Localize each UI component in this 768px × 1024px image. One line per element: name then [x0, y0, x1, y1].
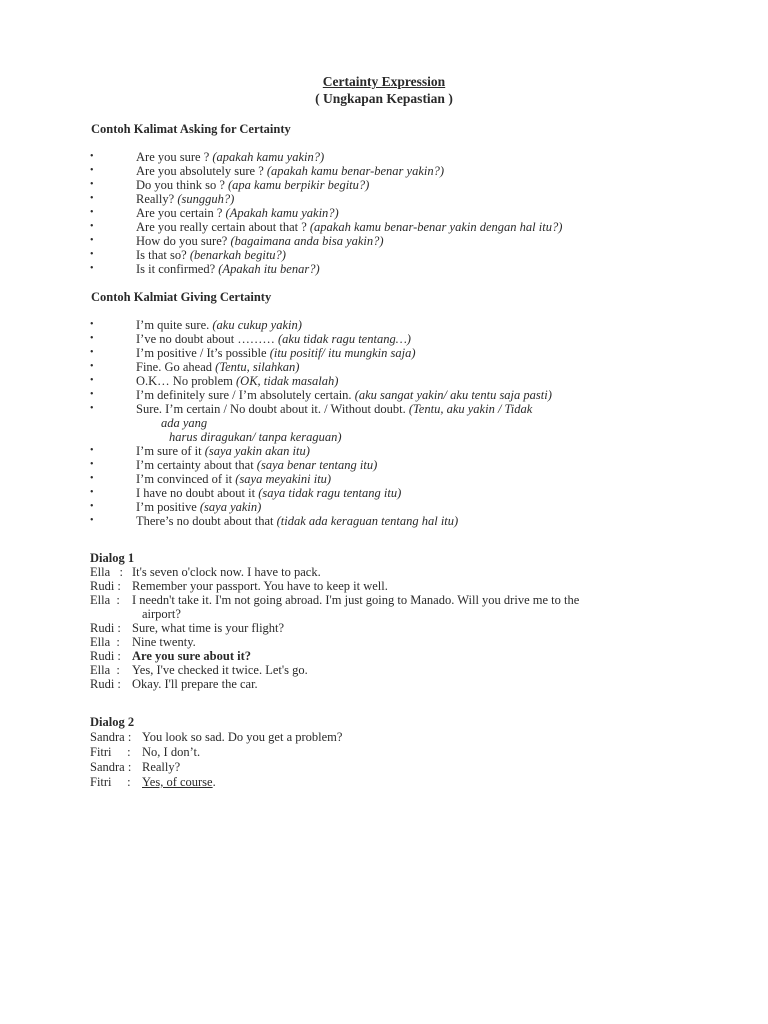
dialog-line: Ella : Yes, I've checked it twice. Let's go. [90, 663, 308, 677]
title-block [0, 73, 768, 107]
dialog-1-title: Dialog 1 [90, 551, 135, 565]
dialog-line: Rudi : Okay. I'll prepare the car. [90, 677, 258, 691]
list-item: • I’m quite sure. (aku cukup yakin) [0, 318, 700, 332]
dialog-line: Ella : I needn't take it. I'm not going abroad. I'm just going to Manado. Will you drive me to the [90, 593, 580, 607]
dialog-line: Sandra : You look so sad. Do you get a problem? [90, 730, 343, 744]
list-item: • Is it confirmed? (Apakah itu benar?) [0, 262, 700, 276]
list-item: • There’s no doubt about that (tidak ada keraguan tentang hal itu) [0, 514, 700, 528]
list-item: • I have no doubt about it (saya tidak ragu tentang itu) [0, 486, 700, 500]
dialog-line-continuation: airport? [142, 607, 181, 621]
list-item: • Is that so? (benarkah begitu?) [0, 248, 700, 262]
dialog-line: Ella : It's seven o'clock now. I have to pack. [90, 565, 321, 579]
dialog-2 [90, 715, 690, 790]
dialog-line: Rudi : Remember your passport. You have to keep it well. [90, 579, 388, 593]
dialog-line: Fitri : No, I don’t. [90, 745, 201, 759]
list-item: • I’m definitely sure / I’m absolutely certain. (aku sangat yakin/ aku tentu saja pasti) [0, 388, 700, 402]
page-title: Certainty Expression [322, 74, 446, 89]
dialog-line: Rudi : Are you sure about it? [90, 649, 251, 663]
giving-list [0, 318, 700, 528]
list-item: • Fine. Go ahead (Tentu, silahkan) [0, 360, 700, 374]
list-item: • I’m sure of it (saya yakin akan itu) [0, 444, 700, 458]
dialog-line: Fitri : Yes, of course. [90, 775, 216, 789]
dialog-line: Sandra : Really? [90, 760, 181, 774]
asking-heading: Contoh Kalimat Asking for Certainty [91, 122, 291, 136]
list-item: • I’m positive / It’s possible (itu positif/ itu mungkin saja) [0, 346, 700, 360]
list-item: • How do you sure? (bagaimana anda bisa yakin?) [0, 234, 700, 248]
list-item: • I’m convinced of it (saya meyakini itu) [0, 472, 700, 486]
dialog-line: Rudi : Sure, what time is your flight? [90, 621, 285, 635]
list-item: • O.K… No problem (OK, tidak masalah) [0, 374, 700, 388]
list-item: • Really? (sungguh?) [0, 192, 700, 206]
list-item: • I’m positive (saya yakin) [0, 500, 700, 514]
giving-heading: Contoh Kalmiat Giving Certainty [91, 290, 272, 304]
list-item: • Do you think so ? (apa kamu berpikir begitu?) [0, 178, 700, 192]
list-item: • I’m certainty about that (saya benar tentang itu) [0, 458, 700, 472]
list-item: • Are you certain ? (Apakah kamu yakin?) [0, 206, 700, 220]
page-subtitle: ( Ungkapan Kepastian ) [315, 91, 453, 106]
list-item: • Are you sure ? (apakah kamu yakin?) [0, 150, 700, 164]
asking-list [0, 150, 700, 276]
dialog-2-title: Dialog 2 [90, 715, 135, 729]
list-item: • Sure. I’m certain / No doubt about it. / Without doubt. (Tentu, aku yakin / Tidak ada yang harus diragukan/ tanpa keraguan) [0, 402, 700, 444]
dialog-1 [90, 551, 690, 691]
list-item: • Are you absolutely sure ? (apakah kamu benar-benar yakin?) [0, 164, 700, 178]
list-item: • I’ve no doubt about ……… (aku tidak ragu tentang…) [0, 332, 700, 346]
list-item: • Are you really certain about that ? (apakah kamu benar-benar yakin dengan hal itu?) [0, 220, 700, 234]
dialog-line: Ella : Nine twenty. [90, 635, 196, 649]
